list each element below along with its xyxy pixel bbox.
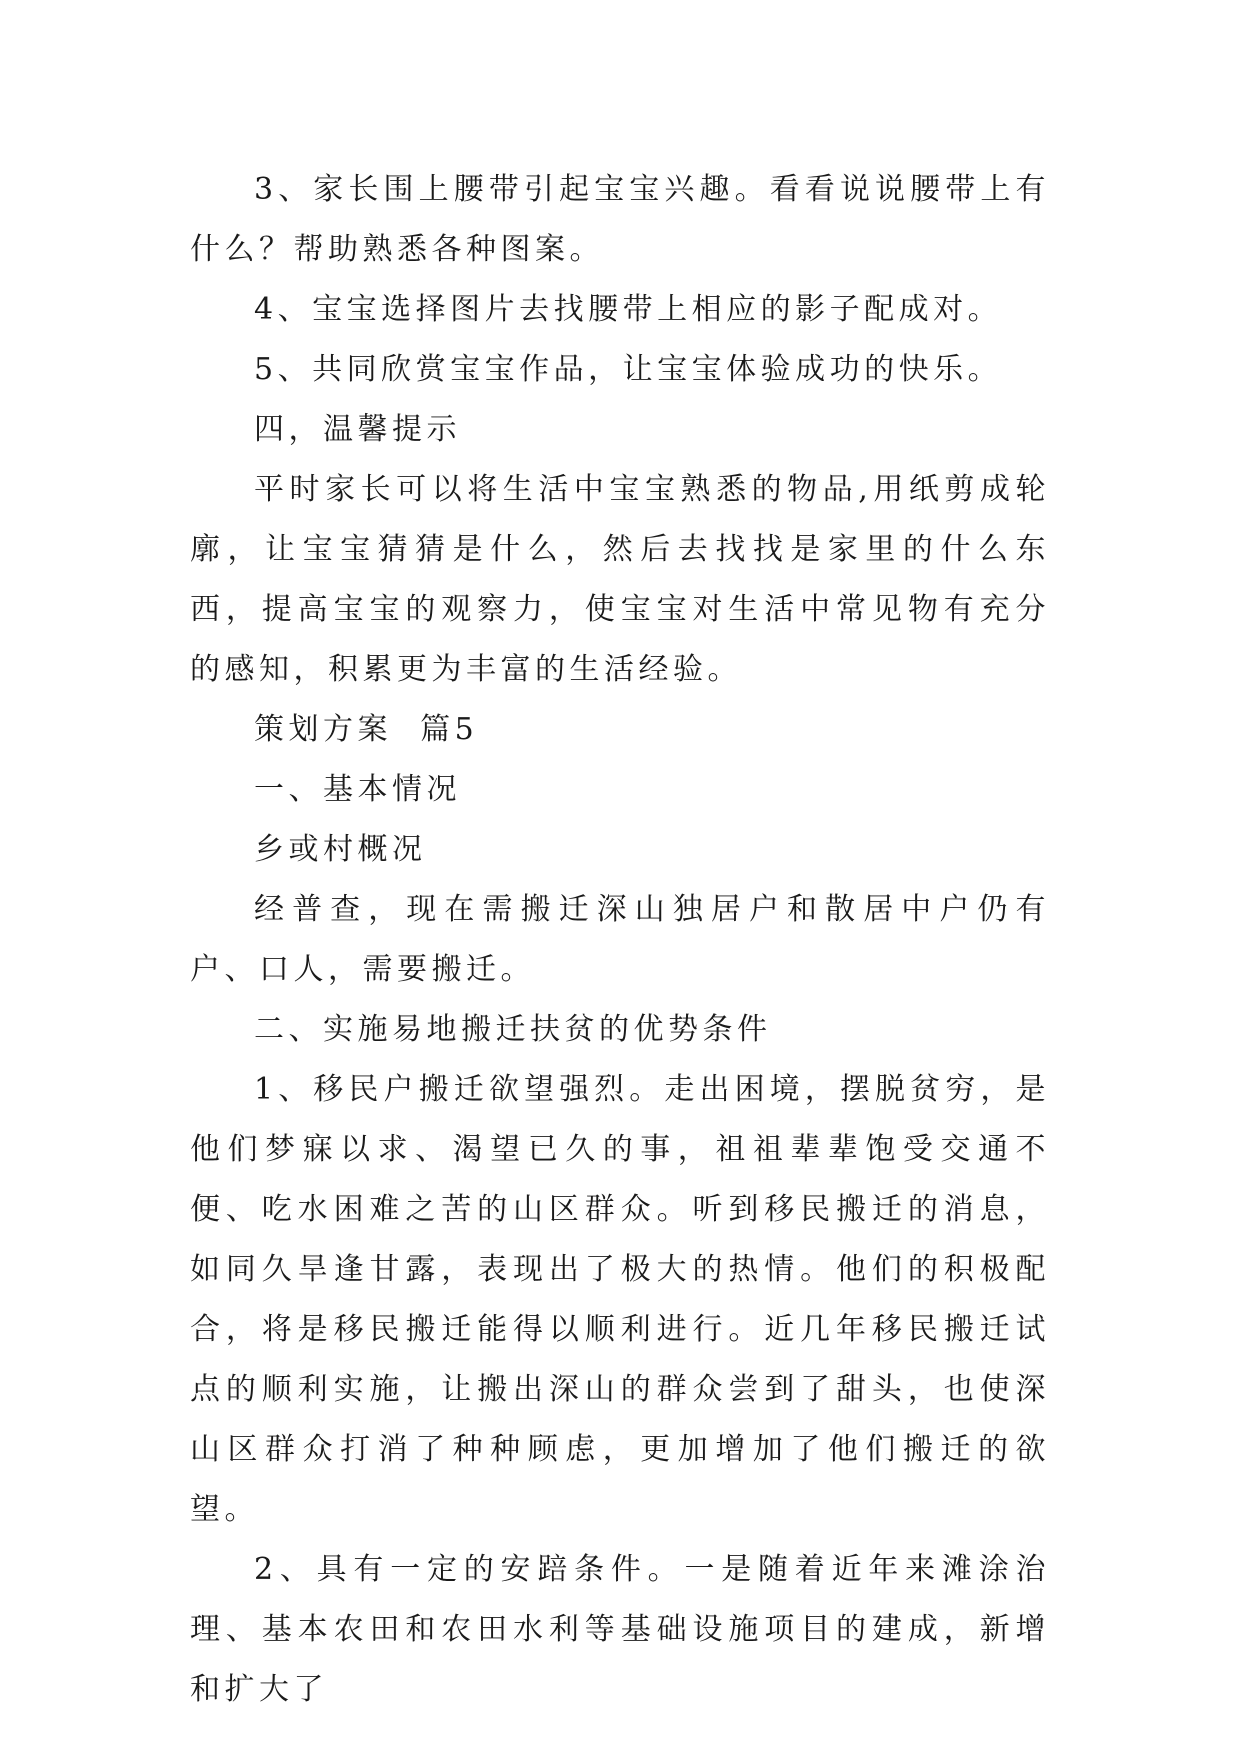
section-heading-basic-info: 一、基本情况 (254, 772, 461, 807)
section-heading-advantages: 二、实施易地搬迁扶贫的优势条件 (254, 1012, 772, 1047)
paragraph-3-belt-interest: 3、家长围上腰带引起宝宝兴趣。看看说说腰带上有什么？帮助熟悉各种图案。 (190, 172, 1050, 267)
paragraph-advantage-1: 1、移民户搬迁欲望强烈。走出困境，摆脱贫穷，是他们梦寐以求、渴望已久的事，祖祖辈辈饱受交通不便、吃水困难之苦的山区群众。听到移民搬迁的消息，如同久旱逢甘露，表现出了极大的热情。他们的积极配合，将是移民搬迁能得以顺利进行。近几年移民搬迁试点的顺利实施，让搬出深山的群众尝到了甜头，也使深山区群众打消了种种顾虑，更加增加了他们搬迁的欲望。 (190, 1072, 1050, 1527)
paragraph-5-appreciate-work: 5、共同欣赏宝宝作品，让宝宝体验成功的快乐。 (254, 352, 1003, 387)
paragraph-advantage-2: 2、具有一定的安踣条件。一是随着近年来滩涂治理、基本农田和农田水利等基础设施项目的建成，新增和扩大了 (190, 1552, 1050, 1707)
document-page (190, 160, 1050, 1720)
subheading-village-overview: 乡或村概况 (254, 832, 427, 867)
paragraph-tips-body: 平时家长可以将生活中宝宝熟悉的物品,用纸剪成轮廓，让宝宝猜猜是什么，然后去找找是家里的什么东西，提高宝宝的观察力，使宝宝对生活中常见物有充分的感知，积累更为丰富的生活经验。 (190, 472, 1050, 687)
paragraph-4-match-shadows: 4、宝宝选择图片去找腰带上相应的影子配成对。 (254, 292, 1003, 327)
plan-title-part-5: 策划方案 篇5 (254, 712, 479, 747)
paragraph-survey-result: 经普查，现在需搬迁深山独居户和散居中户仍有 户、口人，需要搬迁。 (190, 892, 1050, 987)
section-heading-tips: 四，温馨提示 (254, 412, 461, 447)
